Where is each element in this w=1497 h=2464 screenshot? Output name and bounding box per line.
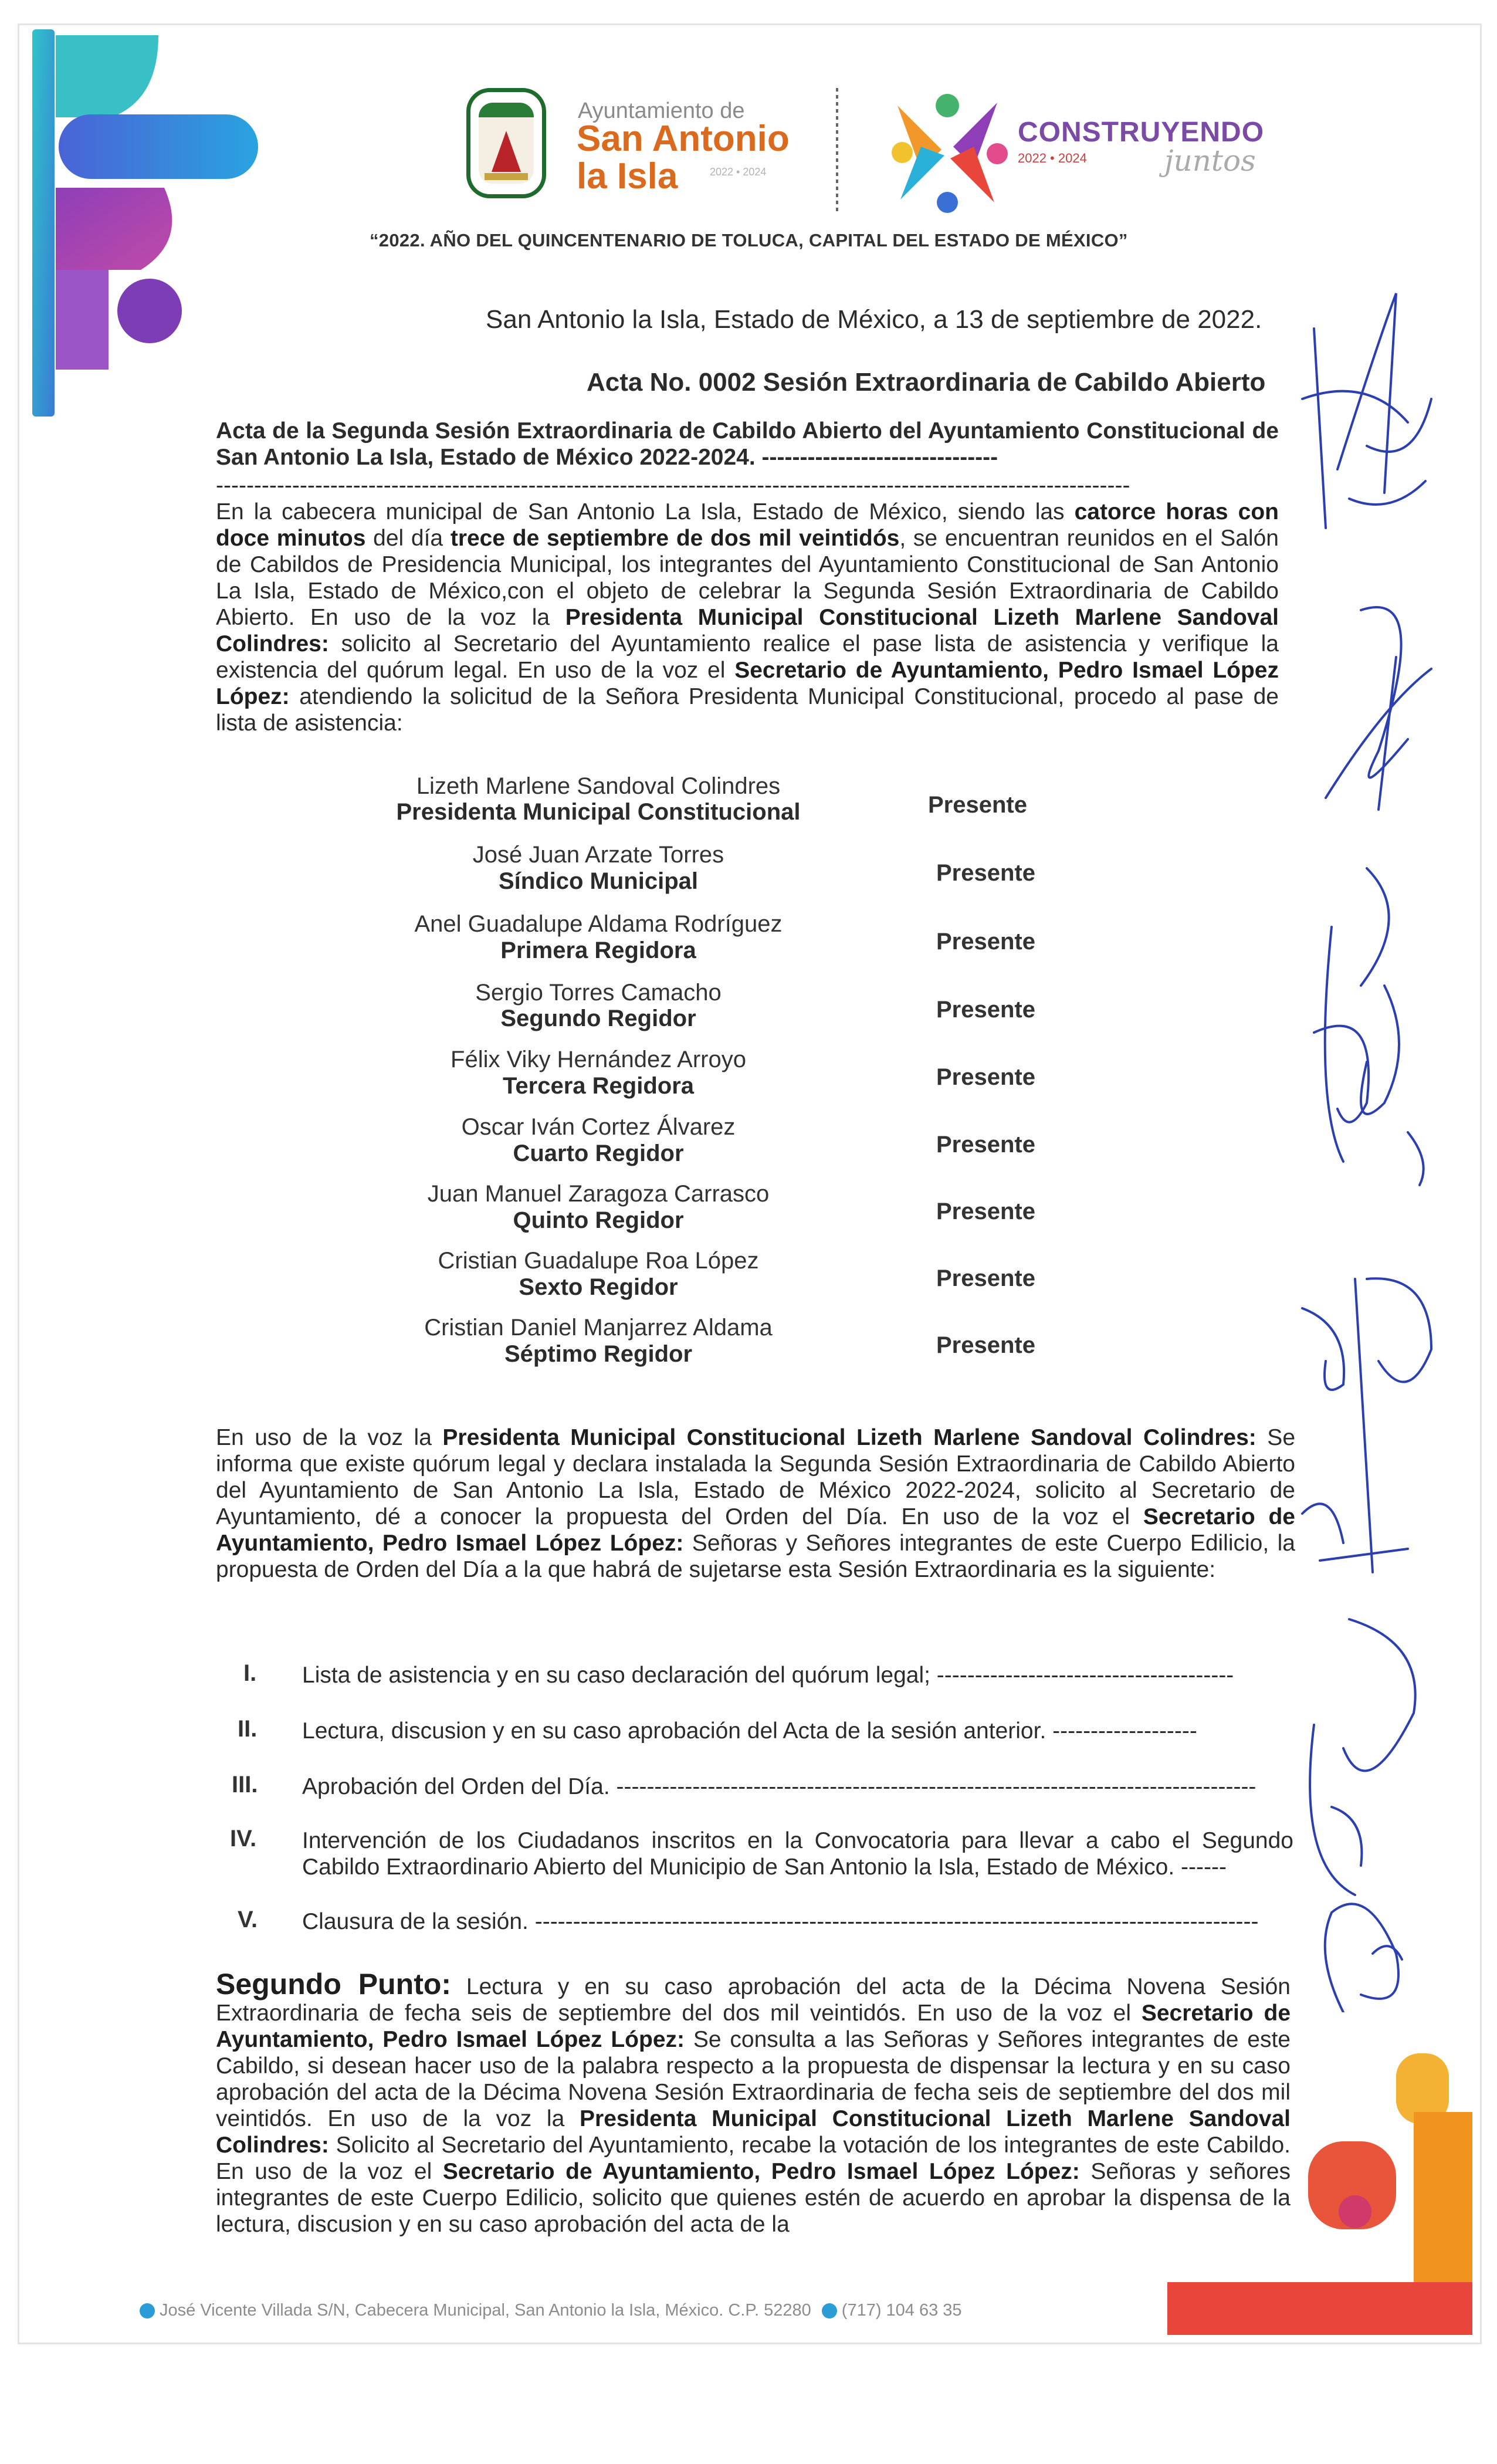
attendee-name: José Juan Arzate Torres — [472, 842, 724, 868]
attendee-status: Presente — [936, 860, 1035, 886]
attendee-role: Sexto Regidor — [519, 1274, 678, 1300]
paragraph-segundo-punto: Segundo Punto: Lectura y en su caso aprobación del acta de la Décima Novena Sesión Extraordinaria de fecha seis de septiembre del dos mil veintidós. En uso de la voz el Secretario de Ayuntamiento, Pedro Ismael López López: Se consulta a las Señoras y Señores integrantes de este Cabildo, si desean hacer uso de la palabra respecto a la propuesta de dispensar la lectura y en su caso aprobación del acta de la Décima Novena Sesión Extraordinaria de fecha seis de septiembre del dos mil veintidós. En uso de la voz la Presidenta Municipal Constitucional Lizeth Marlene Sandoval Colindres: Solicito al Secretario del Ayuntamiento, recabe la votación de los integrantes de este Cabildo. En uso de la voz el Secretario de Ayuntamiento, Pedro Ismael López López: Señoras y señores integrantes de este Cuerpo Edilicio, solicito que quienes estén de acuerdo en aprobar la dispensa de la lectura, discusion y en su caso aprobación del acta de la — [216, 1968, 1291, 2237]
agenda-item-text: Aprobación del Orden del Día. ------------------------------------------------------------------------------------ — [302, 1774, 1256, 1799]
attendee-name: Anel Guadalupe Aldama Rodríguez — [414, 911, 783, 937]
attendee-role: Presidenta Municipal Constitucional — [396, 799, 801, 825]
agenda-item-number: IV. — [230, 1826, 257, 1852]
attendee-status: Presente — [928, 792, 1027, 818]
attendee-name: Félix Viky Hernández Arroyo — [451, 1047, 746, 1072]
slogan: “2022. AÑO DEL QUINCENTENARIO DE TOLUCA, CAPITAL DEL ESTADO DE MÉXICO” — [370, 230, 1128, 251]
agenda-item-number: III. — [232, 1772, 258, 1798]
attendee-role: Séptimo Regidor — [504, 1341, 693, 1367]
header-divider — [836, 88, 838, 211]
agenda-item-text: Lectura, discusion y en su caso aprobación del Acta de la sesión anterior. ------------------- — [302, 1718, 1197, 1744]
municipality-name: San Antonio la Isla — [577, 119, 790, 197]
municipal-seal-logo — [466, 88, 546, 198]
campaign-title: CONSTRUYENDO — [1018, 117, 1265, 148]
footer-contact — [140, 2301, 962, 2320]
footer-address: José Vicente Villada S/N, Cabecera Municipal, San Antonio la Isla, México. C.P. 52280 — [160, 2301, 811, 2320]
attendee-role: Cuarto Regidor — [513, 1140, 684, 1166]
agenda-item-number: V. — [238, 1907, 258, 1932]
construyendo-logo-icon — [886, 88, 1015, 214]
agenda-item-number: II. — [238, 1716, 258, 1742]
date-line: San Antonio la Isla, Estado de México, a 13 de septiembre de 2022. — [486, 305, 1262, 334]
attendee-status: Presente — [936, 1332, 1035, 1358]
agenda-item-text: Intervención de los Ciudadanos inscritos en la Convocatoria para llevar a cabo el Segundo Cabildo Extraordinario Abierto del Municipio de San Antonio la Isla, Estado de México. ------ — [302, 1828, 1293, 1880]
attendee-name: Juan Manuel Zaragoza Carrasco — [427, 1181, 770, 1207]
attendee-role: Síndico Municipal — [498, 868, 699, 894]
attendee-status: Presente — [936, 997, 1035, 1023]
dash-line: ------------------------------------------------------------------------------------------------------------------------ — [216, 473, 1130, 498]
attendee-status: Presente — [936, 929, 1035, 955]
intro-heading: Acta de la Segunda Sesión Extraordinaria de Cabildo Abierto del Ayuntamiento Constitucional de San Antonio La Isla, Estado de México 2022-2024. ------------------------------- — [216, 418, 1279, 470]
paragraph-quorum: En uso de la voz la Presidenta Municipal Constitucional Lizeth Marlene Sandoval Colindres: Se informa que existe quórum legal y declara instalada la Segunda Sesión Extraordinaria de Cabildo Abierto del Ayuntamiento de San Antonio La Isla, Estado de México 2022-2024, solicito al Secretario de Ayuntamiento, dé a conocer la propuesta del Orden del Día. En uso de la voz el Secretario de Ayuntamiento, Pedro Ismael López López: Señoras y Señores integrantes de este Cuerpo Edilicio, la propuesta de Orden del Día a la que habrá de sujetarse esta Sesión Extraordinaria es la siguiente: — [216, 1425, 1296, 1582]
attendee-role: Tercera Regidora — [502, 1073, 695, 1099]
campaign-years: 2022 • 2024 — [1018, 151, 1087, 165]
attendee-name: Cristian Guadalupe Roa López — [438, 1248, 759, 1274]
handwritten-signatures — [1279, 223, 1478, 2012]
paragraph-roll-call-intro: En la cabecera municipal de San Antonio La Isla, Estado de México, siendo las catorce horas con doce minutos del día trece de septiembre de dos mil veintidós, se encuentran reunidos en el Salón de Cabildos de Presidencia Municipal, los integrantes del Ayuntamiento Constitucional de San Antonio La Isla, Estado de México,con el objeto de celebrar la Segunda Sesión Extraordinaria de Cabildo Abierto. En uso de la voz la Presidenta Municipal Constitucional Lizeth Marlene Sandoval Colindres: solicito al Secretario del Ayuntamiento realice el pase lista de asistencia y verifique la existencia del quórum legal. En uso de la voz el Secretario de Ayuntamiento, Pedro Ismael López López: atendiendo la solicitud de la Señora Presidenta Municipal Constitucional, procedo al pase de lista de asistencia: — [216, 499, 1279, 736]
campaign-tagline: juntos — [1164, 144, 1256, 178]
attendee-role: Primera Regidora — [500, 937, 696, 963]
attendee-role: Segundo Regidor — [500, 1006, 696, 1031]
acta-title: Acta No. 0002 Sesión Extraordinaria de Cabildo Abierto — [587, 368, 1266, 397]
ayuntamiento-years: 2022 • 2024 — [710, 166, 767, 178]
footer-phone: (717) 104 63 35 — [841, 2301, 962, 2320]
agenda-item-text: Clausura de la sesión. ----------------------------------------------------------------------------------------------- — [302, 1909, 1259, 1934]
attendee-name: Sergio Torres Camacho — [475, 980, 722, 1006]
decorative-shapes-top-left — [23, 29, 282, 428]
location-pin-icon — [140, 2303, 155, 2319]
attendee-role: Quinto Regidor — [513, 1207, 684, 1233]
ayuntamiento-label: Ayuntamiento de — [578, 99, 745, 123]
attendee-status: Presente — [936, 1265, 1035, 1291]
phone-icon — [822, 2303, 837, 2319]
attendee-name: Oscar Iván Cortez Álvarez — [461, 1114, 736, 1140]
agenda-item-number: I. — [243, 1660, 257, 1686]
attendee-status: Presente — [936, 1132, 1035, 1157]
attendee-status: Presente — [936, 1064, 1035, 1090]
agenda-item-text: Lista de asistencia y en su caso declaración del quórum legal; --------------------------------------- — [302, 1663, 1234, 1688]
attendee-name: Lizeth Marlene Sandoval Colindres — [416, 773, 781, 799]
attendee-name: Cristian Daniel Manjarrez Aldama — [424, 1315, 773, 1341]
attendee-status: Presente — [936, 1199, 1035, 1224]
